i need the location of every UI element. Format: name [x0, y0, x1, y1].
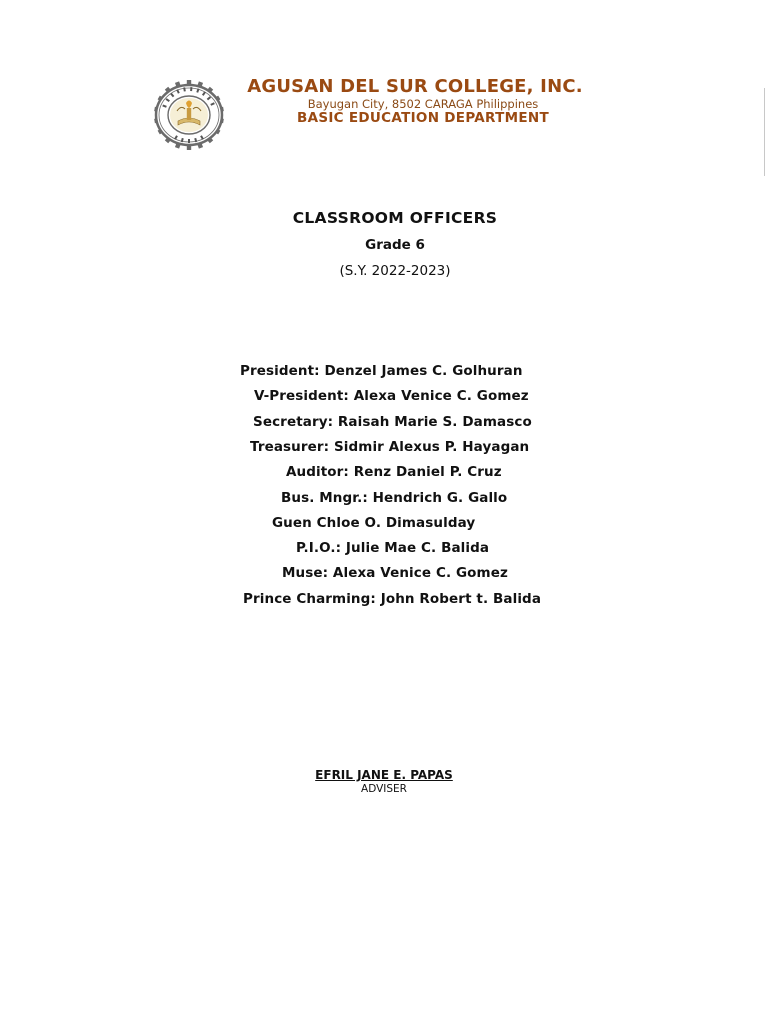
officer-vice-president: V-President: Alexa Venice C. Gomez	[254, 388, 529, 404]
adviser-role: ADVISER	[361, 783, 407, 795]
officer-treasurer: Treasurer: Sidmir Alexus P. Hayagan	[250, 439, 530, 455]
document-grade: Grade 6	[365, 237, 425, 253]
officer-prince-charming: Prince Charming: John Robert t. Balida	[243, 591, 542, 607]
officer-unlabeled: Guen Chloe O. Dimasulday	[272, 515, 476, 531]
officer-muse: Muse: Alexa Venice C. Gomez	[282, 565, 508, 581]
officer-auditor: Auditor: Renz Daniel P. Cruz	[286, 464, 502, 480]
page-edge-mark	[764, 88, 765, 176]
officer-business-manager: Bus. Mngr.: Hendrich G. Gallo	[281, 490, 508, 506]
document-title: CLASSROOM OFFICERS	[292, 209, 498, 227]
school-seal-icon	[148, 80, 230, 150]
school-department: BASIC EDUCATION DEPARTMENT	[297, 110, 549, 126]
officer-pio: P.I.O.: Julie Mae C. Balida	[296, 540, 490, 556]
officer-president: President: Denzel James C. Golhuran	[240, 363, 523, 379]
school-name: AGUSAN DEL SUR COLLEGE, INC.	[247, 76, 583, 97]
adviser-name: EFRIL JANE E. PAPAS	[315, 768, 453, 782]
officer-secretary: Secretary: Raisah Marie S. Damasco	[253, 414, 532, 430]
school-address: Bayugan City, 8502 CARAGA Philippines	[307, 97, 539, 111]
document-school-year: (S.Y. 2022-2023)	[339, 263, 451, 279]
